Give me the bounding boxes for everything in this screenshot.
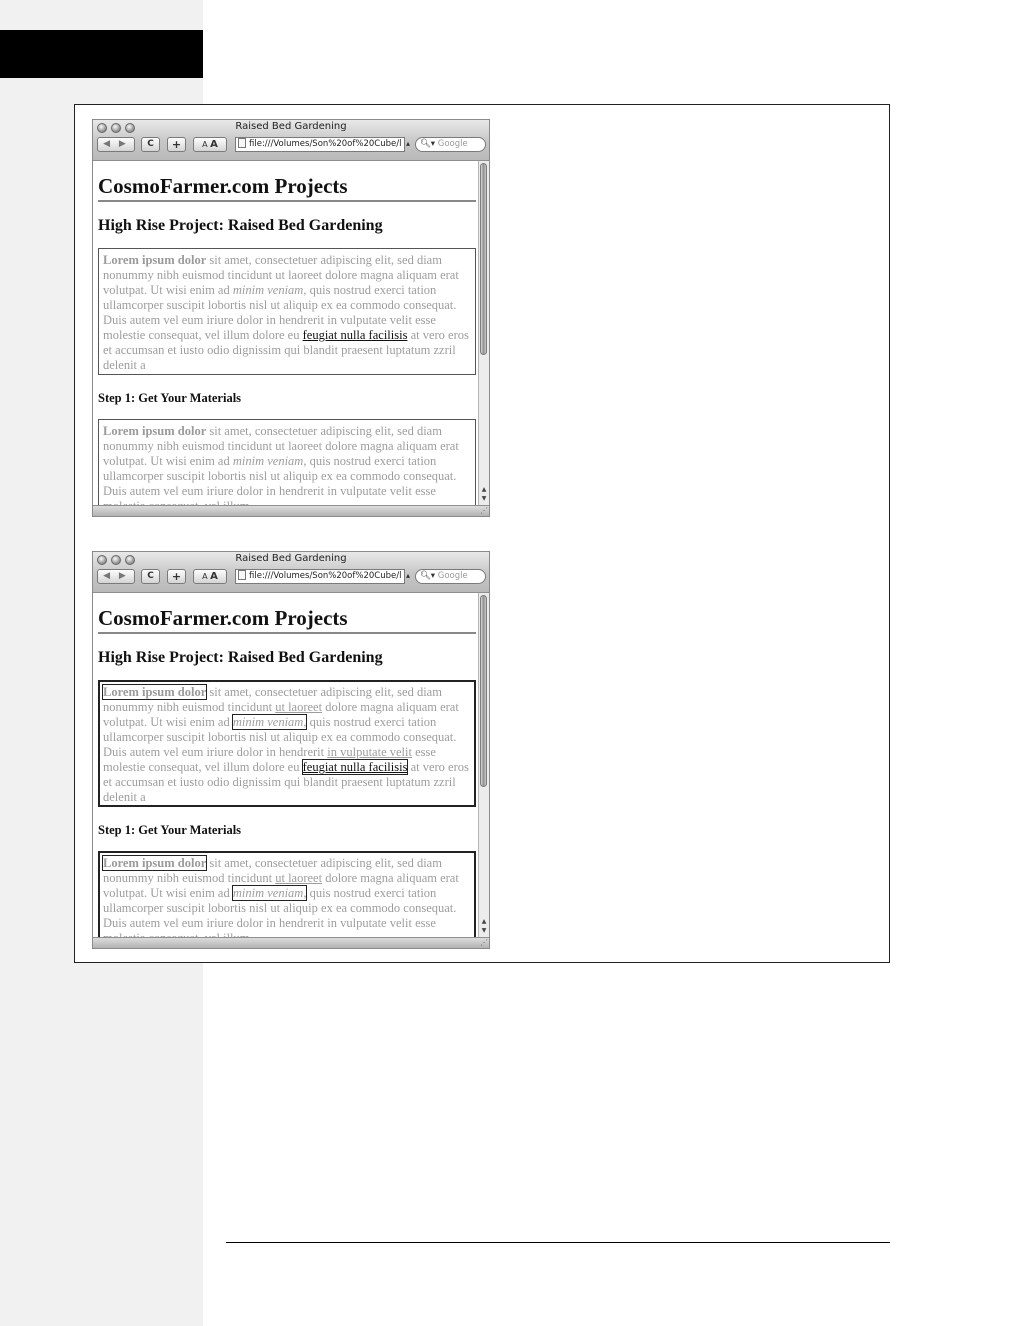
intro-paragraph: [98, 248, 476, 375]
underlined-text: ut laoreet: [275, 700, 323, 714]
site-title: CosmoFarmer.com Projects: [98, 174, 476, 202]
page-viewport: [93, 161, 478, 505]
step-heading: Step 1: Get Your Materials: [98, 823, 242, 837]
document-icon: [238, 570, 246, 580]
text-size-button[interactable]: [193, 569, 227, 584]
title-bar: [93, 120, 489, 161]
text-larger-label: A: [210, 139, 218, 150]
body-text: quis nostrud exerci tation ullamcorper suscipit lobortis nisl ut aliquip ex ea commodo consequat. Duis autem vel eum iriure dolor in hendrerit: [103, 715, 457, 759]
scroll-thumb[interactable]: [480, 595, 487, 787]
underlined-text: ut laoreet: [275, 871, 323, 885]
window-title: Raised Bed Gardening: [235, 553, 347, 564]
footer-rule: [226, 1242, 890, 1243]
step-paragraph: [98, 851, 476, 948]
status-bar: [93, 505, 489, 516]
project-heading: High Rise Project: Raised Bed Gardening: [98, 217, 383, 234]
body-text: quis nostrud exerci tation ullamcorper suscipit lobortis nisl ut aliquip ex ea commodo consequat. Duis autem vel eum iriure dolor in hendrerit in vulputate velit esse molestie consequat, vel illum dolore eu: [103, 283, 457, 342]
search-field[interactable]: [415, 137, 486, 152]
scroll-down-arrow-icon[interactable]: ▼: [481, 495, 487, 502]
browser-window-top: [92, 119, 490, 517]
body-text: dolore magna aliquam erat volutpat. Ut wisi enim ad: [103, 700, 459, 729]
strong-text: Lorem ipsum dolor: [103, 424, 207, 438]
address-field[interactable]: [235, 569, 405, 584]
web-page: [98, 606, 476, 948]
address-field[interactable]: [235, 137, 405, 152]
browser-window-bottom: [92, 551, 490, 949]
add-bookmark-button[interactable]: +: [167, 137, 186, 152]
address-dropdown-icon[interactable]: ▴: [406, 571, 411, 580]
add-bookmark-button[interactable]: +: [167, 569, 186, 584]
search-placeholder: Google: [437, 571, 468, 581]
address-text: file:///Volumes/Son%20of%20Cube/l: [249, 571, 402, 581]
emphasis-text: minim veniam,: [232, 715, 307, 729]
text-smaller-label: A: [202, 140, 208, 149]
chapter-tab: [0, 30, 203, 78]
body-text: quis nostrud exerci tation ullamcorper suscipit lobortis nisl ut aliquip ex ea commodo consequat. Duis autem vel eum iriure dolor in hendrerit in vulputate velit esse: [103, 454, 457, 498]
search-placeholder: Google: [437, 139, 468, 149]
scroll-down-arrow-icon[interactable]: ▼: [481, 927, 487, 934]
address-dropdown-icon[interactable]: ▴: [406, 139, 411, 148]
back-forward-button[interactable]: ◀ ▶: [97, 137, 135, 152]
body-text: esse molestie consequat, vel illum dolore eu: [103, 745, 436, 774]
step-heading: Step 1: Get Your Materials: [98, 391, 242, 405]
site-title: CosmoFarmer.com Projects: [98, 606, 476, 634]
document-icon: [238, 138, 246, 148]
scroll-thumb[interactable]: [480, 163, 487, 355]
resize-grip-icon[interactable]: ⋰: [480, 938, 488, 947]
body-text: sit amet, consectetuer adipiscing elit, sed diam nonummy nibh euismod tincidunt ut laoreet dolore magna aliquam erat volutpat. Ut wisi enim ad: [103, 424, 459, 468]
body-text: at vero eros et accumsan et iusto odio dignissim qui blandit praesent luptatum zzril delenit a: [103, 328, 469, 372]
text-size-button[interactable]: [193, 137, 227, 152]
step-paragraph: [98, 419, 476, 516]
title-bar: [93, 552, 489, 593]
resize-grip-icon[interactable]: ⋰: [480, 506, 488, 515]
emphasis-text: minim veniam,: [232, 886, 307, 900]
body-text: dolore magna aliquam erat volutpat. Ut wisi enim ad: [103, 871, 459, 900]
body-text: at vero eros et accumsan et iusto odio dignissim qui blandit praesent luptatum zzril delenit a: [103, 760, 469, 804]
vertical-scrollbar[interactable]: [478, 161, 489, 505]
strong-text: Lorem ipsum dolor: [103, 253, 207, 267]
underlined-text: in vulputate velit: [327, 745, 412, 759]
reload-button[interactable]: C: [141, 569, 160, 584]
strong-text: Lorem ipsum dolor: [103, 856, 207, 870]
emphasis-text: minim veniam,: [232, 454, 307, 468]
vertical-scrollbar[interactable]: [478, 593, 489, 937]
text-larger-label: A: [210, 571, 218, 582]
page-viewport: [93, 593, 478, 937]
back-forward-button[interactable]: ◀ ▶: [97, 569, 135, 584]
web-page: [98, 174, 476, 516]
body-text: sit amet, consectetuer adipiscing elit, sed diam nonummy nibh euismod tincidunt: [103, 685, 442, 714]
address-text: file:///Volumes/Son%20of%20Cube/l: [249, 139, 402, 149]
search-icon: 🔍︎▾: [420, 139, 436, 149]
feugiat-link[interactable]: feugiat nulla facilisis: [302, 760, 408, 774]
text-smaller-label: A: [202, 572, 208, 581]
project-heading: High Rise Project: Raised Bed Gardening: [98, 649, 383, 666]
emphasis-text: minim veniam,: [232, 283, 307, 297]
status-bar: [93, 937, 489, 948]
scroll-up-arrow-icon[interactable]: ▲: [481, 486, 487, 493]
intro-paragraph: [98, 680, 476, 807]
body-text: sit amet, consectetuer adipiscing elit, sed diam nonummy nibh euismod tincidunt: [103, 856, 442, 885]
window-title: Raised Bed Gardening: [235, 121, 347, 132]
body-text: sit amet, consectetuer adipiscing elit, sed diam nonummy nibh euismod tincidunt ut laoreet dolore magna aliquam erat volutpat. Ut wisi enim ad: [103, 253, 459, 297]
strong-text: Lorem ipsum dolor: [103, 685, 207, 699]
search-field[interactable]: [415, 569, 486, 584]
scroll-up-arrow-icon[interactable]: ▲: [481, 918, 487, 925]
body-text: quis nostrud exerci tation ullamcorper suscipit lobortis nisl ut aliquip ex ea commodo consequat. Duis autem vel eum iriure dolor in hendrerit in vulputate velit esse: [103, 886, 457, 930]
search-icon: 🔍︎▾: [420, 571, 436, 581]
feugiat-link[interactable]: feugiat nulla facilisis: [302, 328, 408, 342]
reload-button[interactable]: C: [141, 137, 160, 152]
